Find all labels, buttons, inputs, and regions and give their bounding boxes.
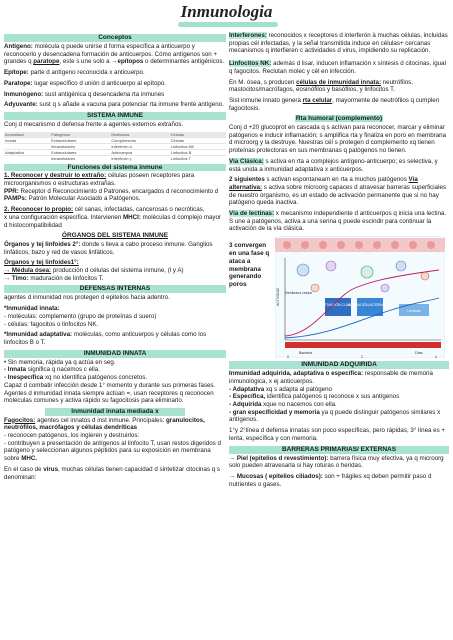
activation-alt-box [357,298,383,316]
diagram-caption: 3 convergen en una fase q ataca a membrana generando poros [229,242,270,289]
adyuvante-paragraph: Adyuvante: sust q s añade a vacuna para potenciar rta inmune frente antígeno. [4,101,224,109]
immune-table-cell: Interferón γ [110,155,169,161]
title-underline [178,22,278,27]
immune-table-header-cell: Células [170,132,226,138]
immune-table-cell: Linfocitos B [170,149,226,155]
immune-table-cell: Células [170,137,226,143]
humoral-header: Rta humoral (complemento) [295,115,383,123]
barreras-header: BARRERAS PRIMARIAS/ EXTERNAS [229,446,449,454]
left-column [4,32,226,484]
inmunidad-innata-header: INMUNIDAD INNATA [4,350,226,358]
func2-paragraph: 2. Reconocer lo propio: cél sanas, infectadas, cancerosas o necróticas, x una configuración específica. Intervienen MHCI: moléculas d complejo mayor d histocompatibilidad [4,206,222,229]
immune-table-cell: Intracelulares [50,143,110,149]
immune-table-header-cell: Patógenos [50,132,110,138]
sistema-inmune-header: SISTEMA INMUNE [4,112,226,120]
immune-table-cell: Innata [4,137,50,143]
tick-0: 0 [287,355,289,359]
axis-left-label: ACTIVIDAD [276,288,280,307]
page-title: Inmunologia [180,2,273,21]
sistema-inmune-text: Conj d mecanismo d defensa frente a agentes externos extraños. [4,120,184,128]
antigeno-paragraph: Antígeno: molécula q puede unirse d forma específica a anticuerpo y reconocerlo y desencadena formación de anticuerpos. Cómo antígenos son + grandes q paratope, este s une solo a →epítopos o determinantes antigénicos. [4,43,225,66]
fagocitos-paragraph: Fagocitos: agentes cel innatos d inst inmune. Principales: granulocitos, neutrófilos, macrófagos y células dendríticas - reconocen patógenos, los ingieren y destruirlos: - contribuyen a presentación de antígenos al linfocito T, usan restos digeridos d patógeno y seleccionan algunos péptidos para su exposición en membrana sobre MHC. [4,416,221,463]
immune-table-cell: Linfocitos NK [170,143,226,149]
medula-paragraph: En M. ósea, s producen células de inmunidad innata: neutrófilos, mastocitos/macrófagos, eosinófilos y basófilos, y linfocitos T. [229,78,413,94]
func1-paragraph: 1. Reconocer y destruir lo extraño: células poseen receptores para microorganismos o estructuras extrañas. PPR: Receptor d Reconocimiento d Patrones, encargados d reconocimiento d PAMPs: Patrón Molecular Asociado a Patógenos. [4,172,219,203]
inmunogeno-paragraph: Inmunógeno: sust antigénica q desencadena rta inmunes [4,90,165,98]
defensas-header: DEFENSAS INTERNAS [4,285,226,293]
immune-table-row [4,155,226,161]
lectina-label: Lectinas [407,309,421,314]
via-alternativa-paragraph: 2 siguientes s activan espontaneam en rta a muchos patógenos Vía alternativa: s activa sobre microorg capaces d atravesar barreras superficiales de nuestro organismo, es un estado de activación permanente que si no hay patógeno queda inactiva. [229,176,447,207]
immune-table-body [4,137,226,161]
right-column [229,32,449,491]
immune-table-cell: Adaptativa [4,149,50,155]
activation-classic-label: ACTIVACIÓN CLÁSICA [320,303,356,308]
organos-header: ÓRGANOS DEL SISTEMA INMUNE [61,232,169,240]
epitope-paragraph: Epítope: parte d antígeno reconocida x anticuerpo. [4,69,145,77]
via-clasica-paragraph: Vía Clásica: s activa en rta a complejos antígeno-anticuerpo; es selectiva, y está unida a inmunidad adaptativa x anticuerpos. [229,157,438,173]
immune-table-cell [4,155,50,161]
immune-table-cell: Extracelulares [50,137,110,143]
immune-table [4,132,226,161]
innata-details: • Sin memoria, rápida ya q actúa en seg. - Innata significa q nacemos c ella. - Inespecífica xq no identifica patógenos concretos. Capaz d combatir infección desde 1° momento y durante sus primeras fases. Agentes d inmunidad innata siempre actúan =, usan receptores q reconocen moléculas comunes y activa rápido su fagocitosis para eliminarlo. [4,358,216,405]
immune-table-cell: Complemento [110,137,169,143]
tick-2: 2 [361,355,363,359]
lineas-paragraph: 1°y 2°línea d defensa innatas son poco específicas, pero rápidas, 3° línea es + lenta, específica y con memoria. [229,427,446,442]
bacteria-label: Bacteria [299,351,313,356]
piel-paragraph: → Piel (epitelios d revestimiento): barrera física muy efectiva, ya q microorg solo pueden atravesarla si hay roturas o heridas. [229,454,444,470]
interferones-paragraph: Interferones: reconocidos x receptores d interferón à muchas células, incluidas propias cél infectadas, y la señal transmitida induce en células+ cercanas mecanismos q interfieren c actividades d virus, impidiendo su replicación. [229,32,448,55]
innata-mediada-header: Inmunidad innata mediada x [45,408,185,416]
via-lectinas-paragraph: Vía de lectinas: x mecanismo independiente d anticuerpos q inicia una lectina. S une a patógenos, activa a una serina q puede escindir para continuar la activación de la vía clásica. [229,210,447,233]
membrana-label: Membrana celular [285,291,313,296]
nk-paragraph: Linfocitos NK: además d lisar, inducen inflamación x síntesis d citocinas, igual q fagocitos. Reclutan molec y cél en infección. [229,60,446,75]
tick-4: 4 [435,355,437,359]
sist-innato-paragraph: Sist inmune innato genera rta celular, mayormente de neutrófilos q cumplen fagocitosis. [229,96,440,112]
immune-table-header-cell: Inmunidad [4,132,50,138]
immune-table-cell: Interferón α [110,143,169,149]
timeline-bar [285,342,441,348]
organos-secundarios: Órganos y tej linfoides 2°: donde s lleva a cabo proceso inmune. Ganglios linfáticos, bazo y red de vasos linfáticos. [4,240,213,256]
humoral-text: Conj d +20 glucoprot en cascada q s activan para reconocer, marcar y eliminar patógenos e inducir inflamación; s amplifica rta y finaliza en poro en membrana d microorg y la destruye. Nuestras cél s protegen d complemento xq tienen proteínas protectoras en sus membranas q patógenos no tienen. [229,124,447,155]
virus-paragraph: En el caso de virus, muchas células tienen capacidad d sintetizar citocinas q s denominan: [4,465,221,481]
immune-table-cell: Linfocitos T [170,155,226,161]
innata-paragraph: *Inmunidad innata: - moléculas: complemento (grupo de proteínas d suero) - células: fagocitos o linfocitos NK. [4,305,157,328]
adquirida-paragraph: Inmunidad adquirida, adaptativa o específica: responsable de memoria inmunológica, x ej anticuerpos. - Adaptativa xq s adapta al patógeno - Específica, identifica patógenos q reconoce x sus antígenos - Adquirida xque no nacemos con ella. - gran especificidad y memoria ya q puede distinguir patógenos similares x antígenos. [229,370,441,424]
activation-alt-label: ACTIVACIÓN ALTERNATIVA [348,303,392,308]
mucosas-paragraph: → Mucosas ( epitelios ciliados): son + frágiles xq deben permitir paso d nutrientes o gases. [229,472,432,488]
paratope-paragraph: Paratope: lugar específico d unión d anticuerpo al epítopo. [4,79,167,87]
adquirida-header: INMUNIDAD ADQUIRIDA [229,361,449,369]
adaptativa-paragraph: *Inmunidad adaptativa: moléculas, como anticuerpos y células como los linfocitos B o T. [4,331,207,346]
complement-diagram [229,236,447,358]
funciones-header: Funciones del sistema inmune [4,164,226,172]
immune-table-header-cell: Moléculas [110,132,169,138]
organos-primarios: Órganos y tej linfoides1°: → Médula ósea: producción d células del sistema inmune, (l y A) → Timo: maduración de linfocitos T. [4,259,184,282]
axis-time-label: Días [415,351,423,356]
complement-figure [275,236,445,358]
immune-table-cell: Extracelulares [50,149,110,155]
immune-table-cell: Intracelulares [50,155,110,161]
defensas-text: agentes d inmunidad nos protegen d epitelios hacia adentro. [4,294,170,302]
immune-table-cell: Anticuerpos [110,149,169,155]
conceptos-header: Conceptos [4,34,226,42]
